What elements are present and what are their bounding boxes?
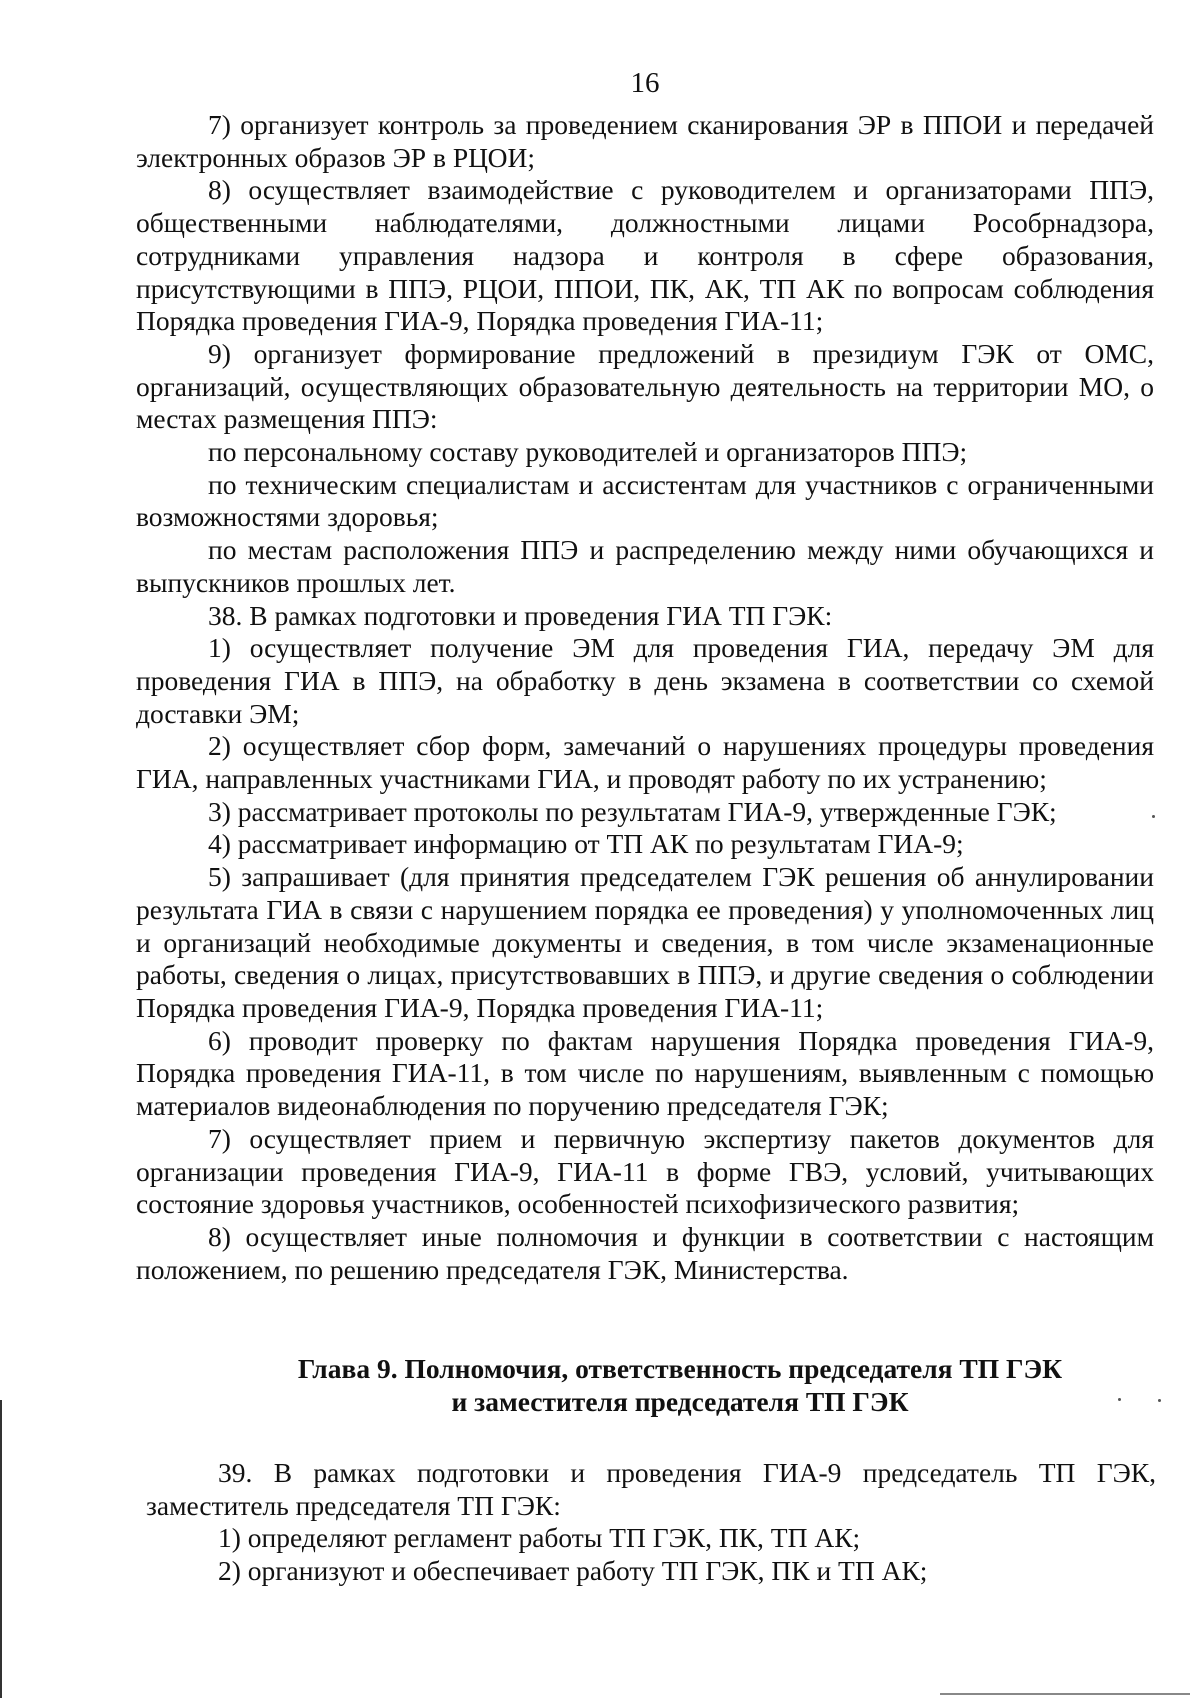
paragraph-sub-locations: по местам расположения ППЭ и распределению между ними обучающихся и выпускников прошлых лет. — [136, 534, 1154, 598]
paragraph-38-item-5: 5) запрашивает (для принятия председателем ГЭК решения об аннулировании результата ГИА в связи с нарушением порядка ее проведения) у уполномоченных лиц и организаций необходимые документы и сведения, в том числе экзаменационные работы, сведения о лицах, присутствовавших в ППЭ, и другие сведения о соблюдении Порядка проведения ГИА-9, Порядка проведения ГИА-11; — [136, 861, 1154, 1023]
paragraph-38-item-7: 7) осуществляет прием и первичную экспертизу пакетов документов для организации проведения ГИА-9, ГИА-11 в форме ГВЭ, условий, учитывающих состояние здоровья участников, особенностей психофизического развития; — [136, 1122, 1154, 1220]
chapter-heading-line-1: Глава 9. Полномочия, ответственность председателя ТП ГЭК — [297, 1353, 1063, 1384]
paragraph-38-item-2: 2) осуществляет сбор форм, замечаний о нарушениях процедуры проведения ГИА, направленных участниками ГИА, и проводят работу по их устранению; — [136, 730, 1154, 795]
page-number: 16 — [630, 67, 660, 99]
chapter-heading-line-2: и заместителя председателя ТП ГЭК — [451, 1386, 909, 1417]
chapter-heading — [270, 1352, 1090, 1418]
paragraph-38-item-8: 8) осуществляет иные полномочия и функции в соответствии с настоящим положением, по решению председателя ГЭК, Министерства. — [136, 1220, 1154, 1285]
paragraph-38-item-3: 3) рассматривает протоколы по результатам ГИА-9, утвержденные ГЭК; — [208, 795, 1057, 827]
paragraph-39-intro: 39. В рамках подготовки и проведения ГИА-9 председатель ТП ГЭК, заместитель председателя ТП ГЭК: — [146, 1457, 1156, 1521]
paragraph-sub-personnel: по персональному составу руководителей и организаторов ППЭ; — [208, 436, 968, 468]
paragraph-38-item-1: 1) осуществляет получение ЭМ для проведения ГИА, передачу ЭМ для проведения ГИА в ППЭ, на обработку в день экзамена в соответствии со схемой доставки ЭМ; — [136, 632, 1154, 729]
paragraph-38-item-6: 6) проводит проверку по фактам нарушения Порядка проведения ГИА-9, Порядка проведения ГИА-11, в том числе по нарушениям, выявленным с помощью материалов видеонаблюдения по поручению председателя ГЭК; — [136, 1024, 1154, 1122]
scan-speck — [1118, 1398, 1121, 1401]
paragraph-39-item-2: 2) организуют и обеспечивает работу ТП ГЭК, ПК и ТП АК; — [218, 1555, 928, 1587]
body-text-lower — [146, 1457, 1156, 1588]
scan-bottom-line — [940, 1693, 1190, 1695]
paragraph-item-8-interaction: 8) осуществляет взаимодействие с руководителем и организаторами ППЭ, общественными наблюдателями, должностными лицами Рособрнадзора, сотрудниками управления надзора и контроля в сфере образования, присутствующими в ППЭ, РЦОИ, ППОИ, ПК, АК, ТП АК по вопросам соблюдения Порядка проведения ГИА-9, Порядка проведения ГИА-11; — [136, 174, 1154, 337]
body-text-upper — [136, 109, 1154, 1286]
paragraph-item-7-scanning: 7) организует контроль за проведением сканирования ЭР в ППОИ и передачей электронных образов ЭР в РЦОИ; — [136, 109, 1154, 173]
paragraph-38-intro: 38. В рамках подготовки и проведения ГИА ТП ГЭК: — [208, 599, 833, 631]
scan-speck — [1152, 815, 1155, 818]
paragraph-item-9-proposals: 9) организует формирование предложений в президиум ГЭК от ОМС, организаций, осуществляющих образовательную деятельность на территории МО, о местах размещения ППЭ: — [136, 337, 1154, 435]
scan-margin-line — [0, 1400, 2, 1698]
paragraph-38-item-4: 4) рассматривает информацию от ТП АК по результатам ГИА-9; — [208, 828, 964, 860]
scan-speck — [1158, 1399, 1161, 1402]
paragraph-sub-technical: по техническим специалистам и ассистентам для участников с ограниченными возможностями здоровья; — [136, 468, 1154, 533]
paragraph-39-item-1: 1) определяют регламент работы ТП ГЭК, ПК, ТП АК; — [218, 1522, 861, 1554]
